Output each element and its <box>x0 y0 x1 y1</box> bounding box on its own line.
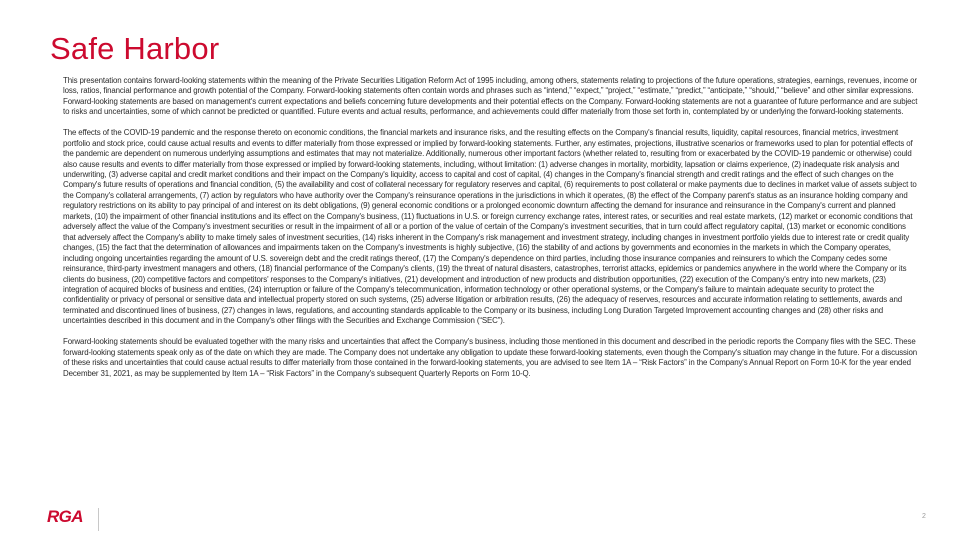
slide-title: Safe Harbor <box>50 31 220 66</box>
paragraph-evaluation: Forward-looking statements should be evaluated together with the many risks and uncertainties that affect the Company's business, including those mentioned in this document and described in the periodic reports the Company files with the SEC. These forward-looking statements speak only as of the date on which they are made. The Company does not undertake any obligation to update these forward-looking statements, even though the Company's situation may change in the future. For a discussion of these risks and uncertainties that could cause actual results to differ materially from those contained in the forward-looking statements, you are advised to see Item 1A – “Risk Factors” in the Company's Annual Report on Form 10-K for the year ended December 31, 2021, as may be supplemented by Item 1A – “Risk Factors” in the Company's subsequent Quarterly Reports on Form 10-Q. <box>63 337 918 378</box>
rga-logo-text: RGA <box>47 507 83 526</box>
paragraph-covid-risks: The effects of the COVID-19 pandemic and the response thereto on economic conditions, the financial markets and insurance risks, and the resulting effects on the Company's financial results, liquidity, capital resources, financial metrics, investment portfolio and stock price, could cause actual results and events to differ materially from those expressed or implied by forward-looking statements. Further, any estimates, projections, illustrative scenarios or frameworks used to plan for potential effects of the pandemic are dependent on numerous underlying assumptions and estimates that may not materialize. Additionally, numerous other important factors (whether related to, resulting from or exacerbated by the COVID-19 pandemic or otherwise) could also cause results and events to differ materially from those expressed or implied by forward-looking statements, including, without limitation: (1) adverse changes in mortality, morbidity, lapsation or claims experience, (2) inadequate risk analysis and underwriting, (3) adverse capital and credit market conditions and their impact on the Company's liquidity, access to capital and cost of capital, (4) changes in the Company's financial strength and credit ratings and the effect of such changes on the Company's future results of operations and financial condition, (5) the availability and cost of collateral necessary for regulatory reserves and capital, (6) requirements to post collateral or make payments due to declines in market value of assets subject to the Company's collateral arrangements, (7) action by regulators who have authority over the Company's reinsurance operations in the jurisdictions in which it operates, (8) the effect of the Company parent's status as an insurance holding company and regulatory restrictions on its ability to pay principal of and interest on its debt obligations, (9) general economic conditions or a prolonged economic downturn affecting the demand for insurance and reinsurance in the Company's current and planned markets, (10) the impairment of other financial institutions and its effect on the Company's business, (11) fluctuations in U.S. or foreign currency exchange rates, interest rates, or securities and real estate markets, (12) market or economic conditions that adversely affect the value of the Company's investment securities or result in the impairment of all or a portion of the value of certain of the Company's investment securities, that in turn could affect regulatory capital, (13) market or economic conditions that adversely affect the Company's ability to make timely sales of investment securities, (14) risks inherent in the Company's risk management and investment strategy, including changes in investment portfolio yields due to interest rate or credit quality changes, (15) the fact that the determination of allowances and impairments taken on the Company's investments is highly subjective, (16) the stability of and actions by governments and economies in the markets in which the Company operates, including ongoing uncertainties regarding the amount of U.S. sovereign debt and the credit ratings thereof, (17) the Company's dependence on third parties, including those insurance companies and reinsurers to which the Company cedes some reinsurance, third-party investment managers and others, (18) financial performance of the Company's clients, (19) the threat of natural disasters, catastrophes, terrorist attacks, epidemics or pandemics anywhere in the world where the Company or its clients do business, (20) competitive factors and competitors' responses to the Company's initiatives, (21) development and introduction of new products and distribution opportunities, (22) execution of the Company's entry into new markets, (23) integration of acquired blocks of business and entities, (24) interruption or failure of the Company's telecommunication, information technology or other operational systems, or the Company's failure to maintain adequate security to protect the confidentiality or privacy of personal or sensitive data and intellectual property stored on such systems, (25) adverse litigation or arbitration results, (26) the adequacy of reserves, resources and accurate information relating to settlements, awards and terminated and discontinued lines of business, (27) changes in laws, regulations, and accounting standards applicable to the Company or its business, including Long Duration Targeted Improvement accounting changes and (28) other risks and uncertainties described in this document and in the Company's other filings with the Securities and Exchange Commission (“SEC”). <box>63 128 917 326</box>
paragraph-forward-looking: This presentation contains forward-looking statements within the meaning of the Private Securities Litigation Reform Act of 1995 including, among others, statements relating to projections of the future operations, strategies, earnings, revenues, income or loss, ratios, financial performance and growth potential of the Company. Forward-looking statements often contain words and phrases such as “intend,” “expect,” “project,” “estimate,” “predict,” “anticipate,” “should,” “believe” and other similar expressions. Forward-looking statements are based on management's current expectations and beliefs concerning future developments and their potential effects on the Company. Forward-looking statements are not a guarantee of future performance and are subject to risks and uncertainties, some of which cannot be predicted or quantified. Future events and actual results, performance, and achievements could differ materially from those set forth in, contemplated by or underlying the forward-looking statements. <box>63 76 918 117</box>
footer-divider <box>98 508 99 531</box>
slide-body <box>63 76 919 389</box>
page-number: 2 <box>922 513 926 520</box>
rga-logo <box>47 507 117 531</box>
